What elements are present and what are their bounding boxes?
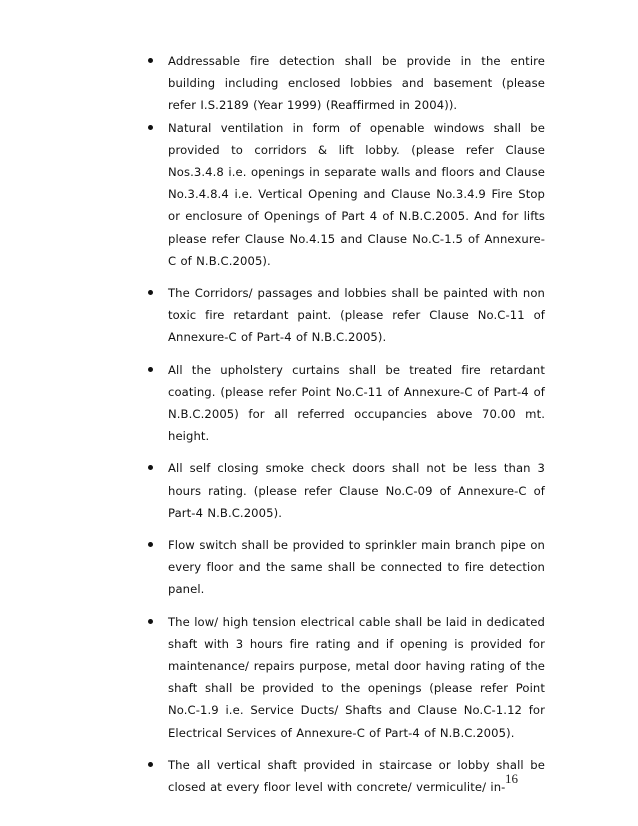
page-number: 16 <box>505 771 518 786</box>
requirements-list <box>168 50 545 808</box>
bullet-icon <box>148 58 153 63</box>
list-item <box>168 359 545 448</box>
list-item <box>168 534 545 601</box>
list-item-text: Addressable fire detection shall be provide in the entire building including enclosed lobbies and basement (please refer I.S.2189 (Year 1999) (Reaffirmed in 2004)). <box>168 54 545 113</box>
list-item-text: All the upholstery curtains shall be treated fire retardant coating. (please refer Point No.C-11 of Annexure-C of Part-4 of N.B.C.2005) for all referred occupancies above 70.00 mt. height. <box>168 362 545 444</box>
list-item <box>168 117 545 272</box>
list-item <box>168 754 545 798</box>
list-item-text: The Corridors/ passages and lobbies shall be painted with non toxic fire retardant paint. (please refer Clause No.C-11 of Annexure-C of Part-4 of N.B.C.2005). <box>168 286 545 345</box>
bullet-icon <box>148 367 153 372</box>
list-item-text: All self closing smoke check doors shall not be less than 3 hours rating. (please refer Clause No.C-09 of Annexure-C of Part-4 N.B.C.2005). <box>168 461 545 520</box>
bullet-icon <box>148 619 153 624</box>
bullet-icon <box>148 465 153 470</box>
list-item-text: Natural ventilation in form of openable windows shall be provided to corridors & lift lobby. (please refer Clause Nos.3.4.8 i.e. openings in separate walls and floors and Clause No.3.4.8.4 i.e. Vertical Opening and Clause No.3.4.9 Fire Stop or enclosure of Openings of Part 4 of N.B.C.2005. And for lifts please refer Clause No.4.15 and Clause No.C-1.5 of Annexure-C of N.B.C.2005). <box>168 120 545 268</box>
bullet-icon <box>148 290 153 295</box>
bullet-icon <box>148 762 153 767</box>
list-item <box>168 611 545 744</box>
list-item-text: The all vertical shaft provided in staircase or lobby shall be closed at every floor level with concrete/ vermiculite/ in- <box>168 757 545 795</box>
list-item-text: The low/ high tension electrical cable shall be laid in dedicated shaft with 3 hours fire rating and if opening is provided for maintenance/ repairs purpose, metal door having rating of the shaft shall be provided to the openings (please refer Point No.C-1.9 i.e. Service Ducts/ Shafts and Clause No.C-1.12 for Electrical Services of Annexure-C of Part-4 of N.B.C.2005). <box>168 614 545 740</box>
list-item <box>168 282 545 349</box>
list-item <box>168 50 545 117</box>
bullet-icon <box>148 542 153 547</box>
list-item <box>168 457 545 524</box>
bullet-icon <box>148 125 153 130</box>
list-item-text: Flow switch shall be provided to sprinkler main branch pipe on every floor and the same shall be connected to fire detection panel. <box>168 538 545 597</box>
